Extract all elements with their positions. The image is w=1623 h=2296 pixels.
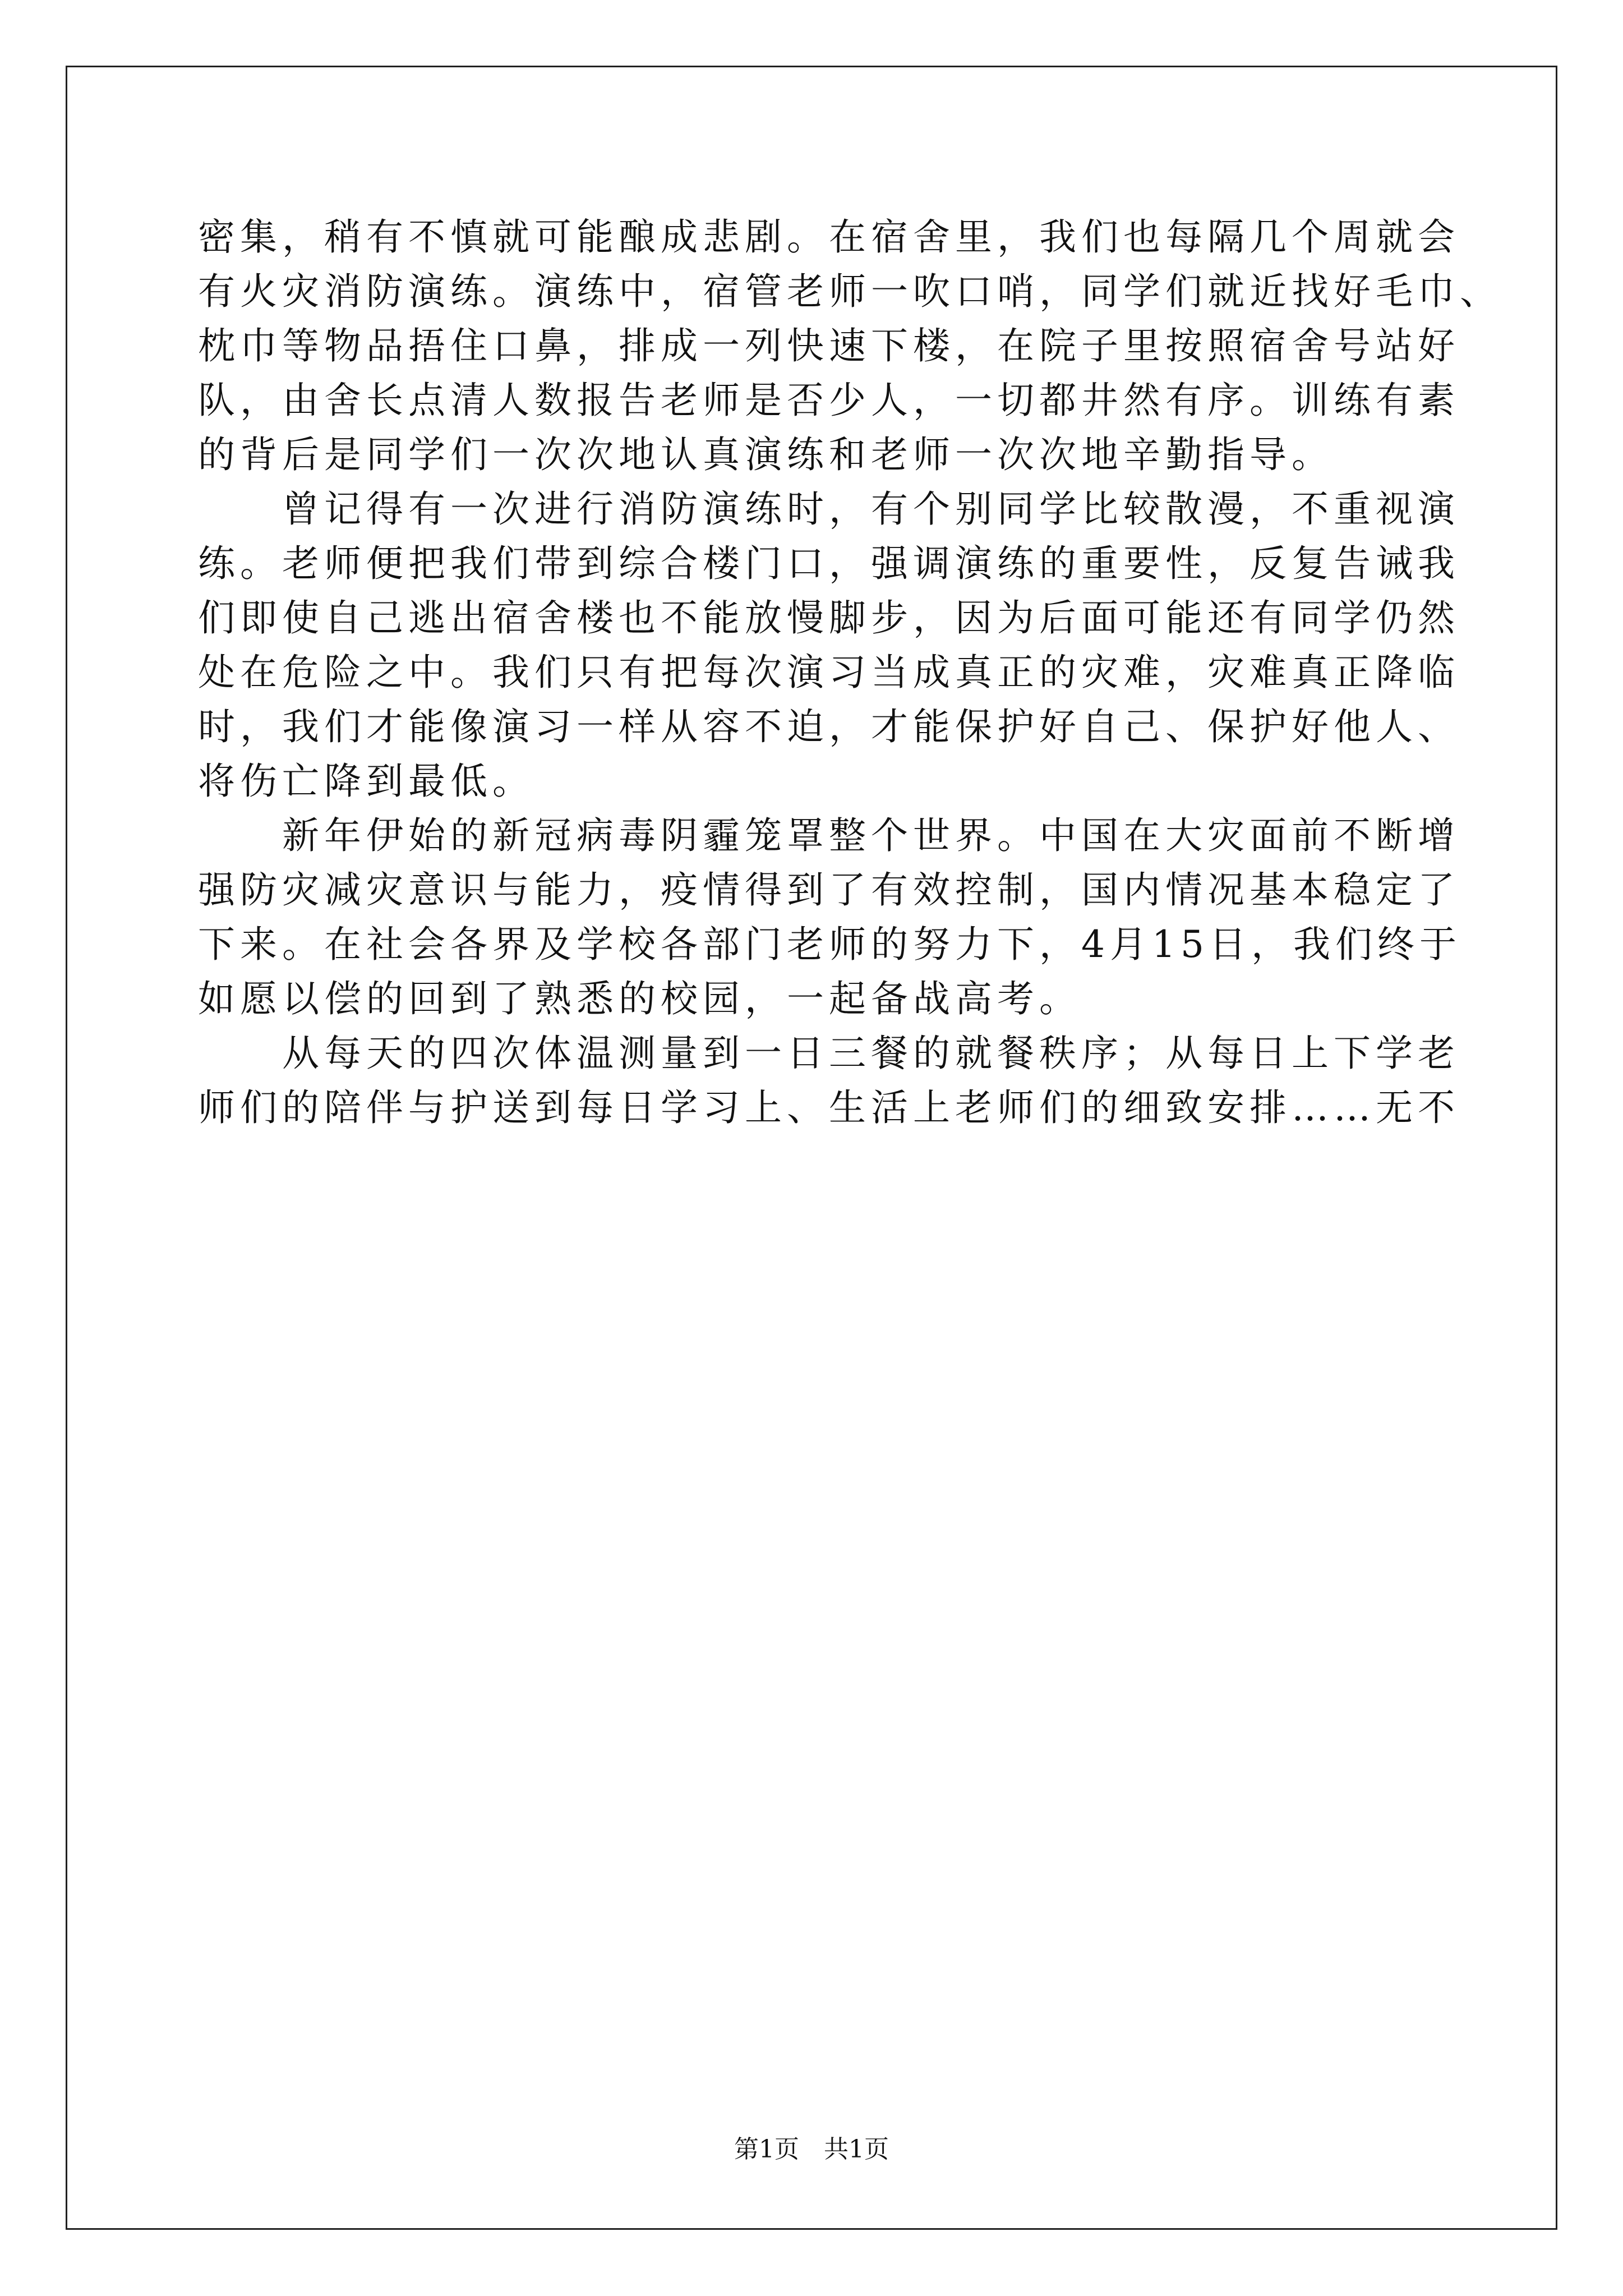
text-line: 枕巾等物品捂住口鼻，排成一列快速下楼，在院子里按照宿舍号站好 — [198, 324, 1460, 367]
text-line: 如愿以偿的回到了熟悉的校园，一起备战高考。 — [198, 977, 1081, 1020]
text-line: 强防灾减灾意识与能力，疫情得到了有效控制，国内情况基本稳定了 — [198, 868, 1460, 912]
text-line: 队，由舍长点清人数报告老师是否少人，一切都井然有序。训练有素 — [198, 379, 1460, 422]
text-line: 师们的陪伴与护送到每日学习上、生活上老师们的细致安排……无不 — [198, 1086, 1460, 1129]
text-line: 处在危险之中。我们只有把每次演习当成真正的灾难，灾难真正降临 — [198, 651, 1460, 694]
text-line: 从每天的四次体温测量到一日三餐的就餐秩序；从每日上下学老 — [198, 1032, 1460, 1075]
text-line: 下来。在社会各界及学校各部门老师的努力下，4月15日，我们终于 — [198, 923, 1461, 966]
text-line: 的背后是同学们一次次地认真演练和老师一次次地辛勤指导。 — [198, 433, 1334, 476]
text-line: 有火灾消防演练。演练中，宿管老师一吹口哨，同学们就近找好毛巾、 — [198, 270, 1502, 313]
text-line: 们即使自己逃出宿舍楼也不能放慢脚步，因为后面可能还有同学仍然 — [198, 596, 1460, 639]
text-line: 曾记得有一次进行消防演练时，有个别同学比较散漫，不重视演 — [198, 487, 1460, 531]
text-line: 新年伊始的新冠病毒阴霾笼罩整个世界。中国在大灾面前不断增 — [198, 814, 1460, 857]
text-line: 将伤亡降到最低。 — [198, 760, 534, 803]
text-line: 密集，稍有不慎就可能酿成悲剧。在宿舍里，我们也每隔几个周就会 — [198, 215, 1460, 259]
page-number: 第1页 共1页 — [734, 2135, 889, 2164]
text-line: 时，我们才能像演习一样从容不迫，才能保护好自己、保护好他人、 — [198, 705, 1460, 748]
text-line: 练。老师便把我们带到综合楼门口，强调演练的重要性，反复告诫我 — [198, 542, 1460, 585]
